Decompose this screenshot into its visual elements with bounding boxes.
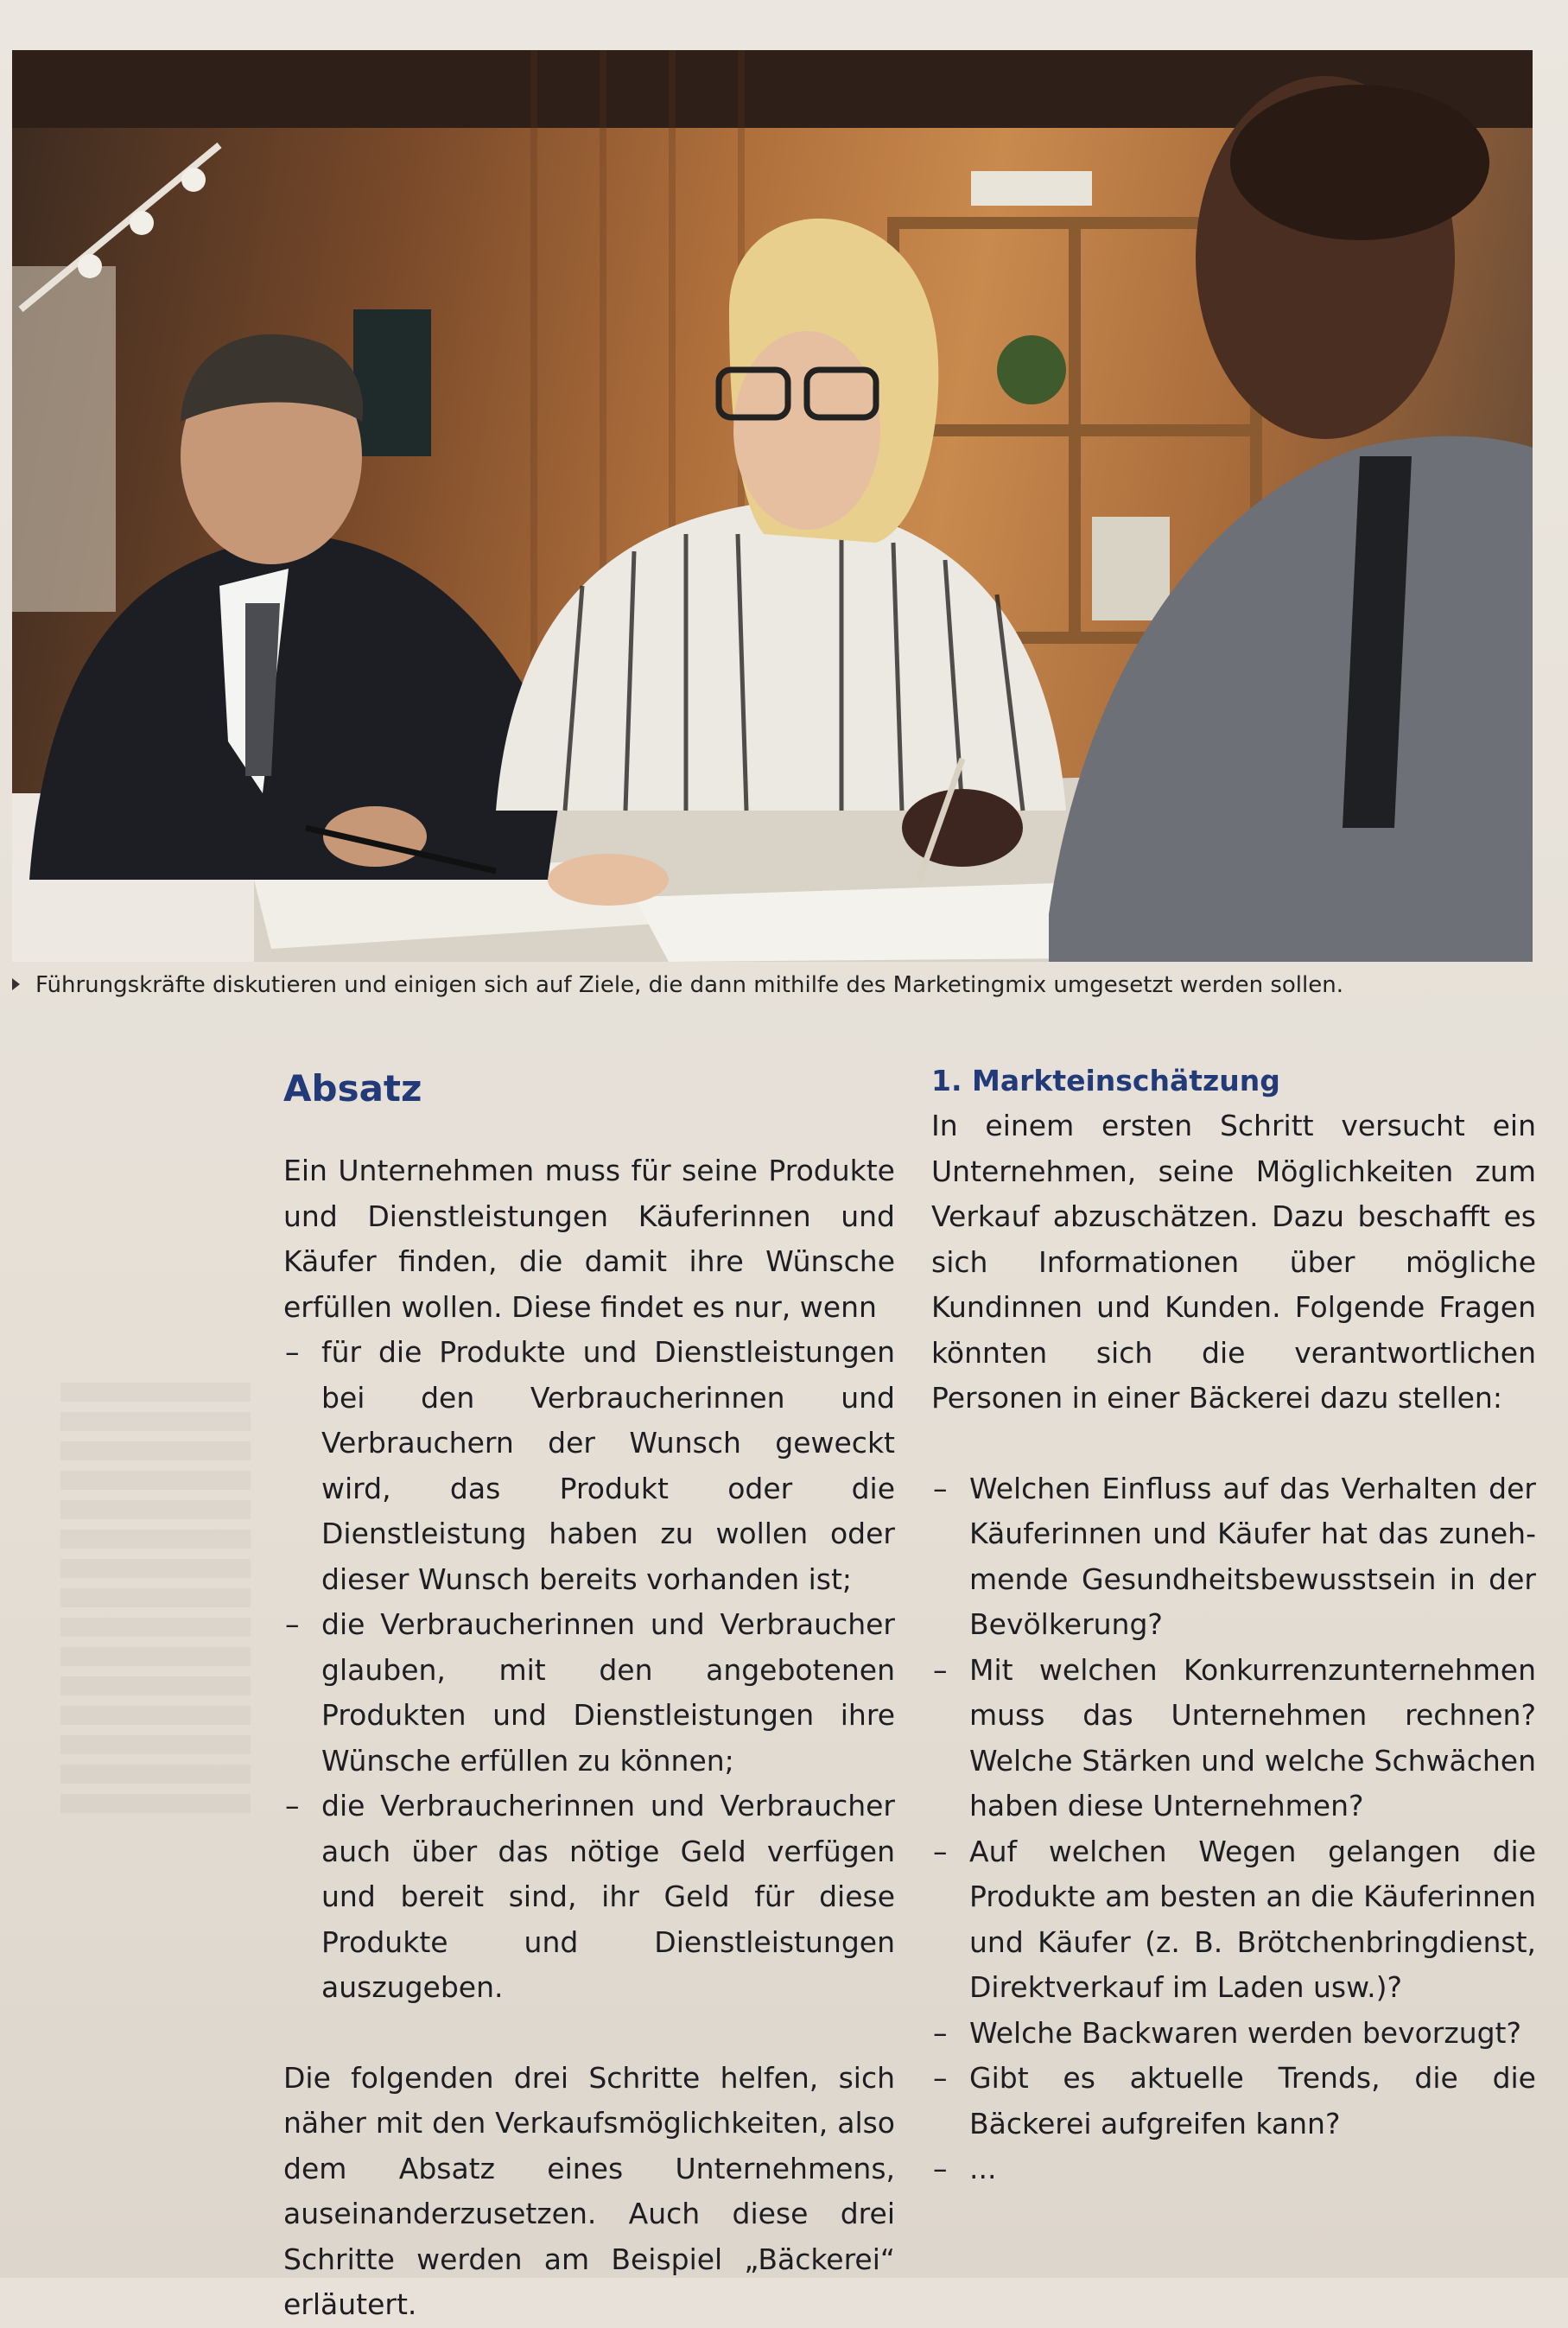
list-item-text: Gibt es aktuelle Trends, die die Bäckerei aufgreifen kann?: [969, 2061, 1536, 2140]
list-item-text: für die Produkte und Dienstleistungen bei den Verbraucherinnen und Verbrauchern der Wunsch geweckt wird, das Produkt oder die Dienstleistung haben zu wollen oder dieser Wunsch bereits vorhanden ist;: [321, 1335, 895, 1596]
list-item: [931, 2056, 1536, 2147]
list-item: [283, 1602, 895, 1784]
paragraph-gap: [931, 1422, 1536, 1466]
list-item-text: Welchen Einfluss auf das Verhalten der Käuferinnen und Käufer hat das zunehmende Gesundheitsbewusstsein in der Bevölkerung?: [969, 1471, 1536, 1641]
photo-caption: [12, 970, 1550, 1001]
list-item-text: Welche Backwaren werden bevorzugt?: [969, 2015, 1522, 2050]
dash-icon: –: [933, 2152, 948, 2185]
list-item: [931, 2147, 1536, 2192]
dash-icon: –: [285, 1335, 300, 1369]
intro-paragraph: In einem ersten Schritt versucht ein Unternehmen, seine Möglichkeiten zum Verkauf abzuschätzen. Dazu beschafft es sich Informationen über mögliche Kundinnen und Kunden. Folgende Fragen könnten sich die verantwortlichen Personen in einer Bäckerei dazu stellen:: [931, 1109, 1536, 1415]
left-column: [283, 1059, 895, 2328]
conditions-list: [283, 1330, 895, 2011]
dash-icon: –: [933, 2061, 948, 2095]
intro-paragraph: Ein Unternehmen muss für seine Produkte und Dienstleistungen Käuferinnen und Käufer finden, die damit ihre Wünsche erfüllen wollen. Diese findet es nur, wenn: [283, 1154, 895, 1324]
caption-text: Führungskräfte diskutieren und einigen sich auf Ziele, die dann mithilfe des Marketingmix umgesetzt werden sollen.: [35, 972, 1343, 998]
bleed-through-margin: [60, 1383, 251, 1815]
dash-icon: –: [933, 1834, 948, 1868]
photo-illustration: [12, 50, 1533, 962]
outro-paragraph: Die folgenden drei Schritte helfen, sich näher mit den Verkaufsmöglichkeiten, also dem Absatz eines Unternehmens, auseinanderzusetzen. Auch diese drei Schritte werden am Beispiel „Bäckerei“ erläutert.: [283, 2060, 895, 2321]
caption-triangle-icon: [12, 978, 20, 990]
list-item-text: ...: [969, 2152, 997, 2185]
list-item-text: die Verbraucherinnen und Verbraucher glauben, mit den angebotenen Produkten und Dienstleistungen ihre Wünsche erfüllen zu können;: [321, 1607, 895, 1778]
subsection-heading: 1. Markteinschätzung: [931, 1064, 1280, 1097]
questions-list: [931, 1466, 1536, 2192]
dash-icon: –: [285, 1607, 300, 1641]
dash-icon: –: [933, 1652, 948, 1687]
dash-icon: –: [285, 1789, 300, 1822]
dash-icon: –: [933, 1471, 948, 1505]
section-heading: Absatz: [283, 1067, 422, 1110]
list-item: [931, 1829, 1536, 2011]
right-column: [931, 1059, 1536, 2192]
paragraph-gap: [283, 2011, 895, 2056]
business-meeting-photo: [12, 50, 1533, 962]
dash-icon: –: [933, 2015, 948, 2050]
list-item-text: Mit welchen Konkurrenzunternehmen muss das Unternehmen rechnen? Welche Stärken und welche Schwächen haben diese Unternehmen?: [969, 1652, 1536, 1822]
list-item: [931, 1466, 1536, 1648]
list-item: [283, 1784, 895, 2011]
list-item: [283, 1330, 895, 1602]
list-item: [931, 2011, 1536, 2057]
list-item-text: Auf welchen Wegen gelangen die Produkte am besten an die Käuferinnen und Käufer (z. B. Brötchenbringdienst, Direktverkauf im Laden usw.)?: [969, 1834, 1536, 2004]
list-item: [931, 1648, 1536, 1829]
list-item-text: die Verbraucherinnen und Verbraucher auch über das nötige Geld verfügen und bereit sind, ihr Geld für diese Produkte und Dienstleistungen auszugeben.: [321, 1789, 895, 2004]
